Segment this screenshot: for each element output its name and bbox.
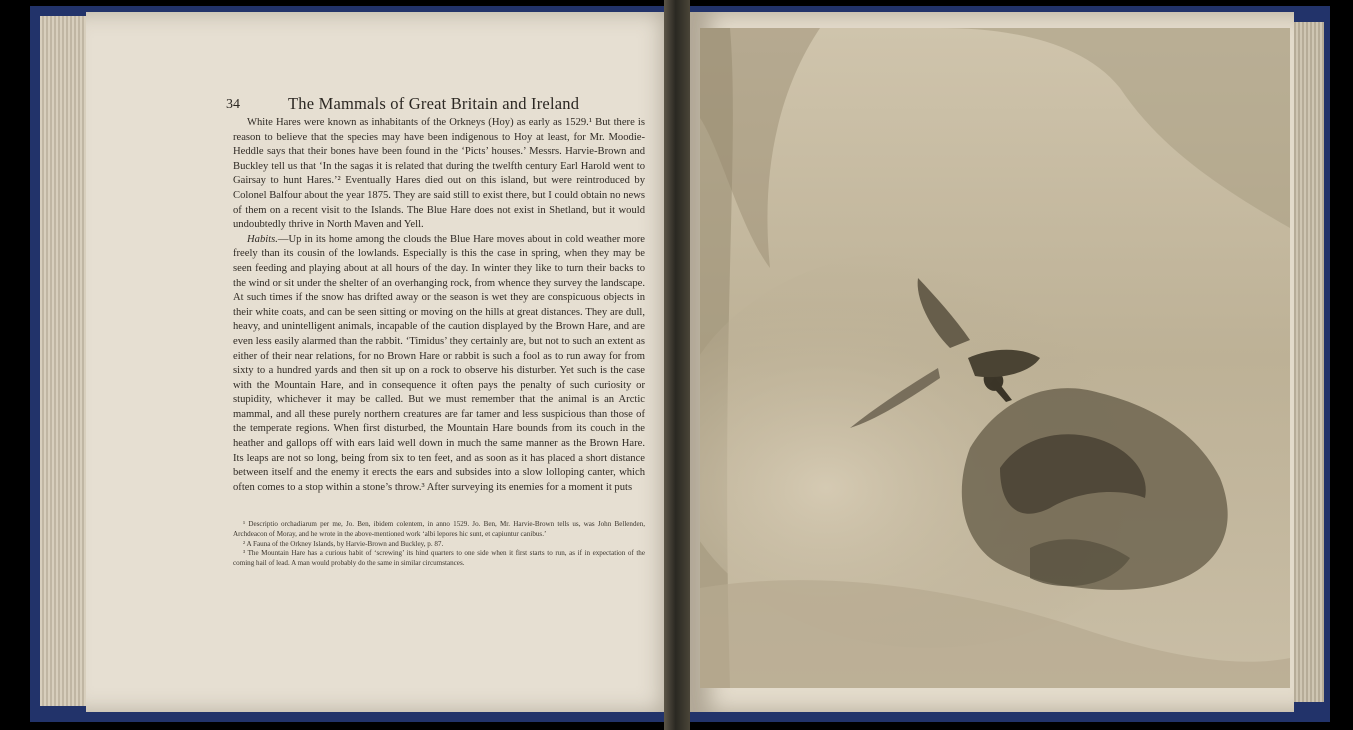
footnote: ¹ Descriptio orchadiarum per me, Jo. Ben, ibidem colentem, in anno 1529. Jo. Ben, Mr. Harvie-Brown tells us, was John Bellenden, Archdeacon of Moray, and he wrote in the above-mentioned work ‘albi lepores hic sunt, et capiuntur canibus.’	[233, 520, 645, 538]
footnotes	[233, 520, 645, 569]
plate-illustration	[700, 28, 1290, 688]
running-title: The Mammals of Great Britain and Ireland	[288, 94, 580, 113]
habits-heading: Habits.	[247, 233, 278, 245]
habits-dash: —	[277, 233, 289, 245]
footnote: ² A Fauna of the Orkney Islands, by Harvie-Brown and Buckley, p. 87.	[243, 539, 444, 548]
page-edges-left	[40, 16, 90, 706]
footnote: ³ The Mountain Hare has a curious habit of ‘screwing’ its hind quarters to one side when it first starts to run, as if in expectation of the coming hail of lead. A man would probably do the same in similar circumstances.	[233, 549, 645, 568]
habits-text: Up in its home among the clouds the Blue Hare moves about in cold weather more freely than its cousin of the lowlands. Especially is this the case in spring, when they may be seen feeding and playing about at all hours of the day. In winter they like to turn their backs to the wind or sit under the shelter of an overhanging rock, from whence they survey the landscape. At such times if the snow has drifted away or the season is wet they are conspicuous objects in their white coats, and can be seen sitting or moving on the hills at great distances. They are dull, heavy, and unintelligent animals, incapable of the caution displayed by the Brown Hare, and are even less easily alarmed than the rabbit. ‘Timidus’ they certainly are, but not to such an extent as either of their near relations, for no Brown Hare or rabbit is such a fool as to run away for from sixty to a hundred yards and then sit up on a rock to observe his disturber. Yet such is the case with the Mountain Hare, and in consequence it often pays the penalty of such curiosity or stupidity, whichever it may be called. But we must remember that the animal is an Arctic mammal, and all these purely northern creatures are far tamer and less suspicious than those of the temperate regions. When first disturbed, the Mountain Hare bounds from its couch in the heather and gallops off with ears laid well down in much the same manner as the Brown Hare. Its leaps are not so long, being from six to ten feet, and as soon as it has placed a short distance between itself and the enemy it erects the ears and subsides into a slow lolloping canter, which often comes to a stop within a stone’s throw.³ After surveying its enemies for a moment it puts	[233, 233, 645, 493]
paragraph-habits	[233, 233, 645, 496]
body-text	[233, 116, 645, 495]
page-number: 34	[226, 97, 240, 112]
running-head	[226, 94, 636, 118]
paragraph: White Hares were known as inhabitants of the Orkneys (Hoy) as early as 1529.¹ But there is reason to believe that the species may have been indigenous to Hoy at least, for Mr. Moodie-Heddle says that their bones have been found in the ‘Picts’ houses.’ Messrs. Harvie-Brown and Buckley tell us that ‘In the sagas it is related that during the twelfth century Earl Harold went to Gairsay to hunt Hares.’² Eventually Hares died out on this island, but were reintroduced by Colonel Balfour about the year 1875. They are said still to exist there, but I could obtain no news of them on a recent visit to the Islands. The Blue Hare does not exist in Shetland, but it would undoubtedly thrive in North Maven and Yell.	[233, 117, 645, 231]
page-edges-right	[1292, 22, 1324, 702]
book-spine	[664, 0, 690, 730]
